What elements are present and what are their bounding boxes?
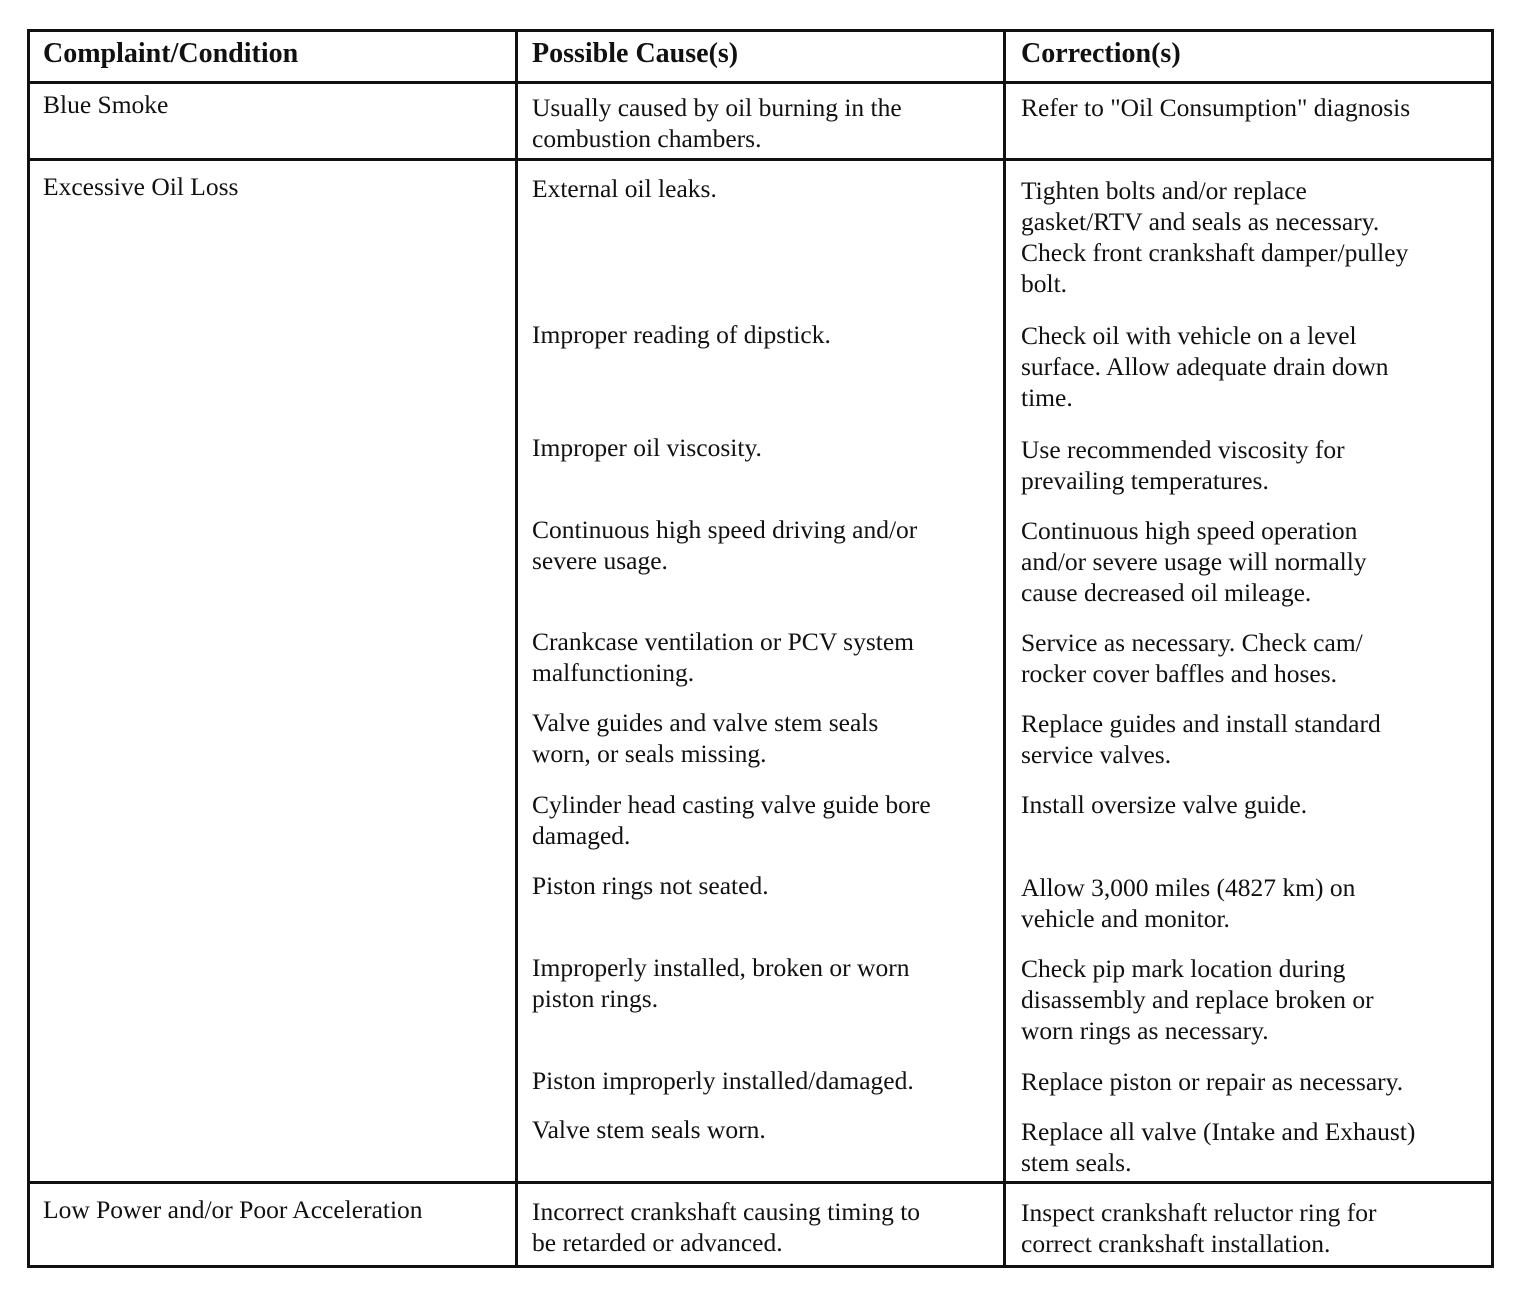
correction-cell: Replace guides and install standard service valves. xyxy=(1021,709,1381,769)
correction-cell: Replace piston or repair as necessary. xyxy=(1021,1067,1404,1096)
correction-cell: Service as necessary. Check cam/ rocker cover baffles and hoses. xyxy=(1021,628,1363,688)
header-complaint: Complaint/Condition xyxy=(43,38,299,69)
header-correction: Correction(s) xyxy=(1021,38,1181,69)
row-divider xyxy=(27,158,1494,161)
cause-cell: Valve guides and valve stem seals worn, or seals missing. xyxy=(532,708,879,768)
correction-cell: Continuous high speed operation and/or severe usage will normally cause decreased oil mileage. xyxy=(1021,516,1367,607)
cause-cell: Improper reading of dipstick. xyxy=(532,320,831,349)
row-divider xyxy=(27,1181,1494,1184)
column-divider xyxy=(515,29,518,1268)
correction-cell: Install oversize valve guide. xyxy=(1021,790,1308,819)
cause-cell: Piston rings not seated. xyxy=(532,871,769,900)
cause-cell: Incorrect crankshaft causing timing to be retarded or advanced. xyxy=(532,1197,921,1257)
correction-cell: Inspect crankshaft reluctor ring for correct crankshaft installation. xyxy=(1021,1198,1377,1258)
correction-cell: Tighten bolts and/or replace gasket/RTV and seals as necessary. Check front crankshaft damper/pulley bolt. xyxy=(1021,176,1409,298)
complaint-cell: Low Power and/or Poor Acceleration xyxy=(43,1195,423,1224)
correction-cell: Check oil with vehicle on a level surface. Allow adequate drain down time. xyxy=(1021,321,1389,412)
cause-cell: Piston improperly installed/damaged. xyxy=(532,1066,914,1095)
cause-cell: Usually caused by oil burning in the combustion chambers. xyxy=(532,93,902,153)
cause-cell: Cylinder head casting valve guide bore damaged. xyxy=(532,790,931,850)
correction-cell: Replace all valve (Intake and Exhaust) stem seals. xyxy=(1021,1117,1416,1177)
correction-cell: Check pip mark location during disassembly and replace broken or worn rings as necessary. xyxy=(1021,954,1374,1045)
correction-cell: Refer to "Oil Consumption" diagnosis xyxy=(1021,93,1411,122)
correction-cell: Allow 3,000 miles (4827 km) on vehicle and monitor. xyxy=(1021,873,1356,933)
header-cause: Possible Cause(s) xyxy=(532,38,739,69)
header-divider xyxy=(27,81,1494,84)
cause-cell: Improperly installed, broken or worn piston rings. xyxy=(532,953,910,1013)
cause-cell: Valve stem seals worn. xyxy=(532,1115,766,1144)
cause-cell: External oil leaks. xyxy=(532,174,717,203)
cause-cell: Crankcase ventilation or PCV system malfunctioning. xyxy=(532,627,914,687)
complaint-cell: Excessive Oil Loss xyxy=(43,172,239,201)
column-divider xyxy=(1003,29,1006,1268)
cause-cell: Improper oil viscosity. xyxy=(532,433,762,462)
cause-cell: Continuous high speed driving and/or severe usage. xyxy=(532,515,918,575)
correction-cell: Use recommended viscosity for prevailing temperatures. xyxy=(1021,435,1345,495)
complaint-cell: Blue Smoke xyxy=(43,90,169,119)
